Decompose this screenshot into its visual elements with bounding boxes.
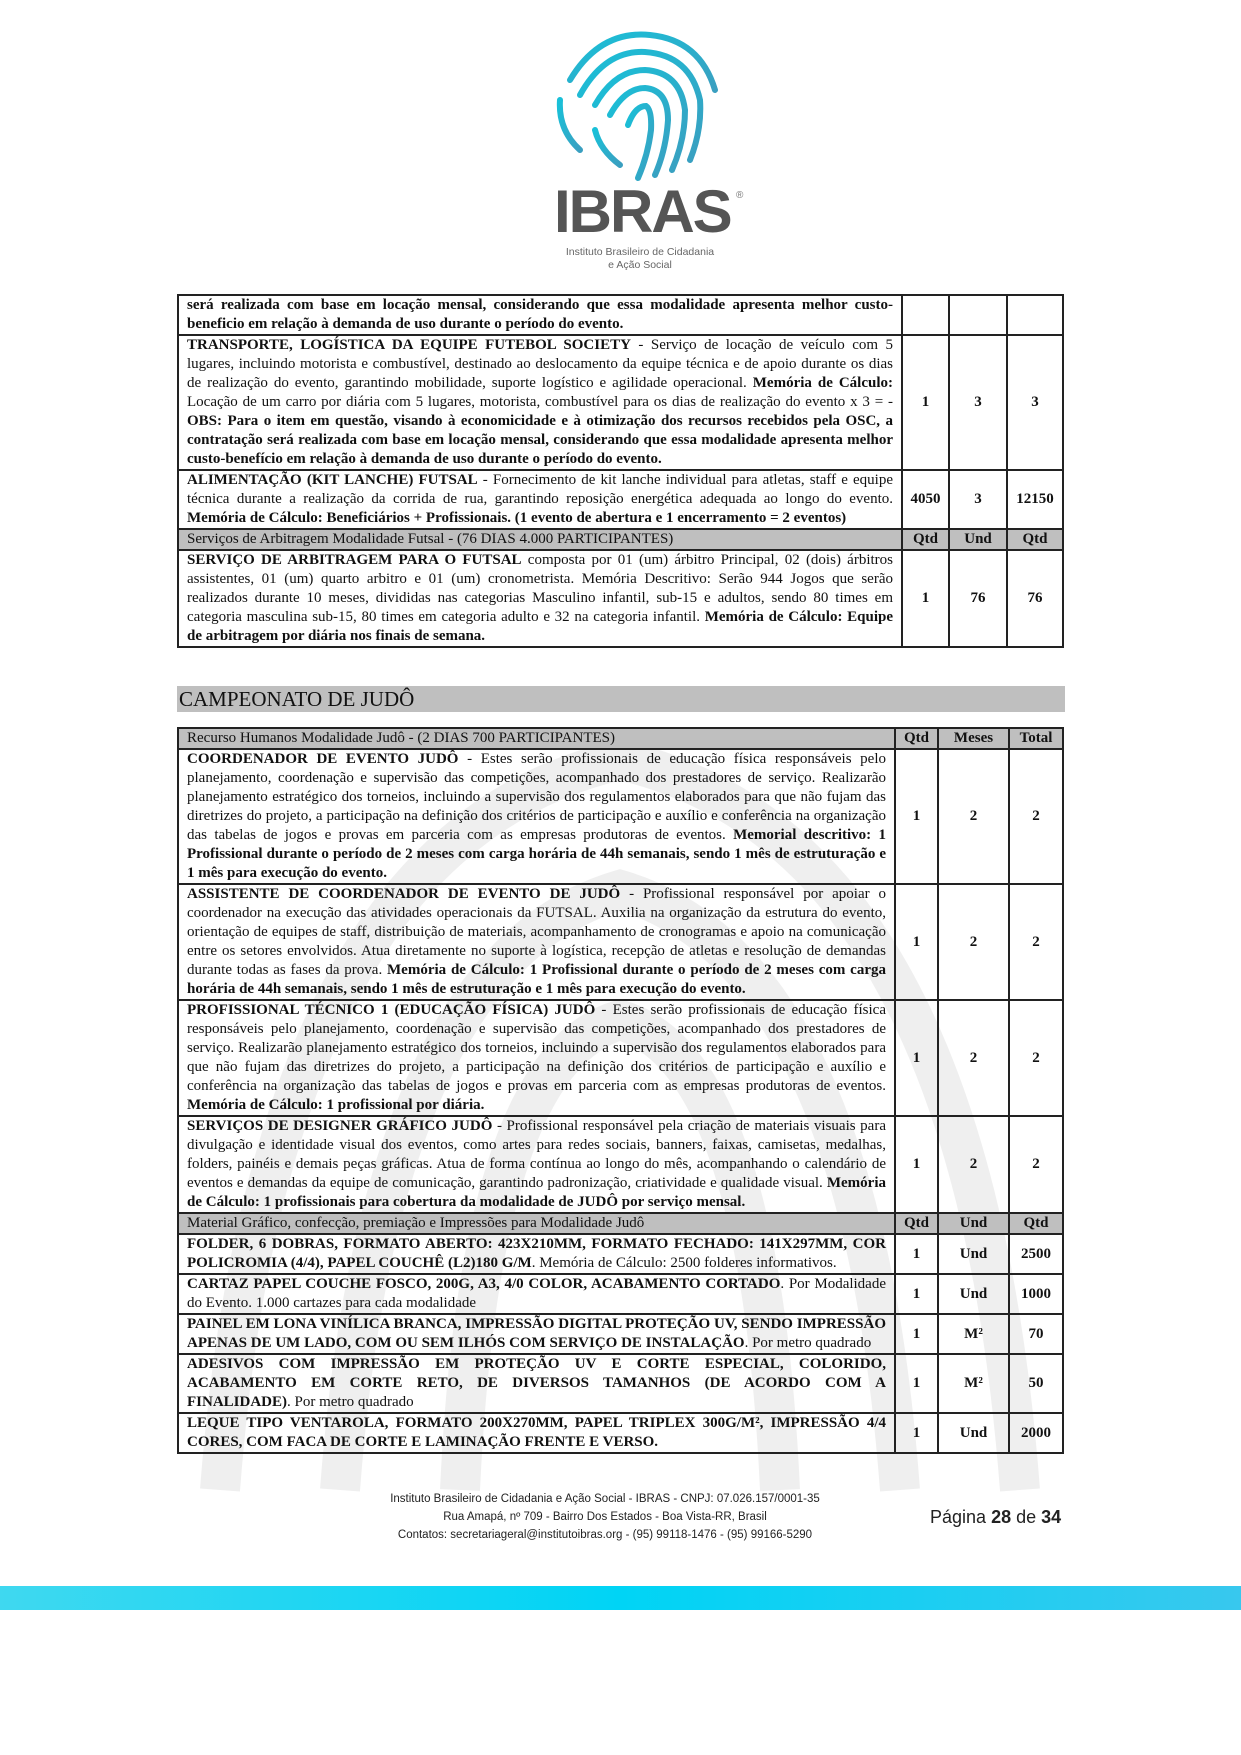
page-label: Página <box>930 1506 987 1527</box>
total-cell: 3 <box>1007 335 1063 470</box>
description-bold-text: Memória de Cálculo: Equipe de arbitragem por diária nos finais de semana. <box>187 609 894 644</box>
unit-cell: Und <box>938 1274 1009 1314</box>
quantity-cell: 1 <box>895 1314 938 1354</box>
quantity-cell: 1 <box>895 1413 938 1453</box>
unit-cell: 2 <box>938 749 1009 884</box>
item-description <box>178 295 902 335</box>
total-cell: 2 <box>1009 1116 1063 1213</box>
page-total: 34 <box>1041 1506 1062 1527</box>
total-cell: 12150 <box>1007 470 1063 529</box>
total-cell: 70 <box>1009 1314 1063 1354</box>
unit-cell: 2 <box>938 884 1009 1000</box>
description-bold-text: TRANSPORTE, LOGÍSTICA DA EQUIPE FUTEBOL SOCIETY <box>187 337 631 353</box>
footer-line-address: Rua Amapá, nº 709 - Bairro Dos Estados - Boa Vista-RR, Brasil <box>443 1511 767 1523</box>
table-row <box>178 1274 1063 1314</box>
unit-cell: Und <box>938 1413 1009 1453</box>
unit-cell: Und <box>938 1234 1009 1274</box>
description-bold-text: ALIMENTAÇÃO (KIT LANCHE) FUTSAL <box>187 472 478 488</box>
total-cell: 2 <box>1009 749 1063 884</box>
footer-line-org: Instituto Brasileiro de Cidadania e Ação Social - IBRAS - CNPJ: 07.026.157/0001-35 <box>390 1493 820 1505</box>
quantity-cell: Qtd <box>895 1213 938 1234</box>
item-description <box>178 550 902 647</box>
description-bold-text: CARTAZ PAPEL COUCHE FOSCO, 200G, A3, 4/0 COLOR, ACABAMENTO CORTADO <box>187 1276 781 1292</box>
table-row <box>178 1413 1063 1453</box>
description-text: . Por Modalidade do Evento. 1.000 cartazes para cada modalidade <box>187 1276 886 1311</box>
description-bold-text: PROFISSIONAL TÉCNICO 1 (EDUCAÇÃO FÍSICA) JUDÔ <box>187 1002 596 1018</box>
description-text: - Serviço de locação de veículo com 5 lugares, incluindo motorista e combustível, destinado ao deslocamento da equipe técnica e de apoio durante os dias de realização do evento, garantindo mobilidade, suporte logístico e agilidade operacional. <box>187 337 894 391</box>
total-cell: 2 <box>1009 1000 1063 1116</box>
description-bold-text: Memória de Cálculo: 1 profissionais para cobertura da modalidade de JUDÔ por serviço mensal. <box>187 1175 886 1210</box>
quantity-cell: 1 <box>895 1000 938 1116</box>
quantity-cell: 1 <box>895 749 938 884</box>
quantity-cell: 1 <box>902 550 949 647</box>
quantity-cell: 1 <box>902 335 949 470</box>
description-bold-text: Memória de Cálculo: <box>752 375 893 391</box>
description-bold-text: OBS: Para o item em questão, visando à economicidade e à otimização dos recursos recebidos pela OSC, a contratação será realizada com base em locação mensal, considerando que essa modalidade apresenta melhor custo-benefício em relação à demanda de uso durante o período do evento. <box>187 413 893 467</box>
description-text: . Memória de Cálculo: 2500 folderes informativos. <box>531 1255 837 1271</box>
page-current: 28 <box>991 1506 1012 1527</box>
judo-budget-table <box>177 727 1064 1454</box>
item-description <box>178 335 902 470</box>
unit-cell: M² <box>938 1354 1009 1413</box>
total-cell: Qtd <box>1007 529 1063 550</box>
unit-cell: Meses <box>938 728 1009 749</box>
footer-contact <box>370 1490 840 1544</box>
item-description <box>178 884 895 1000</box>
header-label: Recurso Humanos Modalidade Judô - (2 DIAS 700 PARTICIPANTES) <box>178 728 895 749</box>
unit-cell: 3 <box>949 335 1007 470</box>
quantity-cell: 1 <box>895 1354 938 1413</box>
table-row <box>178 470 1063 529</box>
page-of: de <box>1016 1506 1037 1527</box>
footer-accent-bar <box>0 1586 1241 1610</box>
total-cell: 1000 <box>1009 1274 1063 1314</box>
description-text: Locação de um carro por diária com 5 lugares, motorista, combustível para os dias de realização do evento x 3 = - <box>187 394 893 410</box>
futsal-budget-table <box>177 294 1064 648</box>
header-label: Material Gráfico, confecção, premiação e Impressões para Modalidade Judô <box>178 1213 895 1234</box>
item-description <box>178 1413 895 1453</box>
description-bold-text: PAINEL EM LONA VINÍLICA BRANCA, IMPRESSÃO DIGITAL PROTEÇÃO UV, SENDO IMPRESSÃO APENAS DE UM LADO, COM OU SEM ILHÓS COM SERVIÇO DE INSTALAÇÃO <box>187 1316 886 1351</box>
page-number <box>930 1507 1061 1528</box>
header-label: Serviços de Arbitragem Modalidade Futsal - (76 DIAS 4.000 PARTICIPANTES) <box>178 529 902 550</box>
table-row <box>178 1354 1063 1413</box>
description-bold-text: Memória de Cálculo: Beneficiários + Profissionais. (1 evento de abertura e 1 encerramento = 2 eventos) <box>187 510 847 526</box>
table-row <box>178 749 1063 884</box>
quantity-cell: 1 <box>895 1116 938 1213</box>
description-bold-text: ASSISTENTE DE COORDENADOR DE EVENTO DE JUDÔ <box>187 886 621 902</box>
registered-mark: ® <box>736 190 744 201</box>
unit-cell: Und <box>938 1213 1009 1234</box>
total-cell <box>1007 295 1063 335</box>
table-row <box>178 884 1063 1000</box>
description-text: - Estes serão profissionais de educação física responsáveis pelo planejamento, coordenação e supervisão das competições, acompanhado dos prestadores de serviço. Realizarão planejamento estratégico dos torneios, incluindo a supervisão dos regulamentos elaborados para que não fujam das diretrizes do projeto, a participação na definição dos critérios de participação e auxílio e conferência na organização das tabelas de jogos e provas em parceria com as empresas produtoras de eventos. <box>187 1002 886 1094</box>
total-cell: Qtd <box>1009 1213 1063 1234</box>
table-row <box>178 1000 1063 1116</box>
logo-subtitle-line1: Instituto Brasileiro de Cidadania <box>565 246 715 258</box>
description-text: composta por 01 (um) árbitro Principal, 02 (dois) árbitros assistentes, 01 (um) quarto arbitro e 01 (um) cronometrista. Memória Descritivo: Serão 944 Jogos que serão realizados durante 10 meses, divididas nas categorias Masculino infantil, sub-15 e adultos, sendo 80 times em categoria masculina sub-15, 80 times em categoria adulto e 32 na categoria infantil. <box>187 552 893 625</box>
quantity-cell: Qtd <box>895 728 938 749</box>
description-bold-text: COORDENADOR DE EVENTO JUDÔ <box>187 751 459 767</box>
table-header-row <box>178 728 1063 749</box>
quantity-cell: 4050 <box>902 470 949 529</box>
total-cell: Total <box>1009 728 1063 749</box>
total-cell: 50 <box>1009 1354 1063 1413</box>
description-text: . Por metro quadrado <box>287 1394 414 1410</box>
item-description <box>178 1314 895 1354</box>
footer-line-contacts: Contatos: secretariageral@institutoibras.org - (95) 99118-1476 - (95) 99166-5290 <box>397 1529 813 1541</box>
table-row <box>178 1116 1063 1213</box>
description-bold-text: SERVIÇO DE ARBITRAGEM PARA O FUTSAL <box>187 552 522 568</box>
quantity-cell: 1 <box>895 1274 938 1314</box>
table-row <box>178 1314 1063 1354</box>
unit-cell: 2 <box>938 1116 1009 1213</box>
description-bold-text: Memória de Cálculo: 1 Profissional durante o período de 2 meses com carga horária de 44h semanais, sendo 1 mês de estruturação e 1 mês para execução do evento. <box>187 962 886 997</box>
item-description <box>178 470 902 529</box>
unit-cell: 76 <box>949 550 1007 647</box>
total-cell: 76 <box>1007 550 1063 647</box>
table-row <box>178 1234 1063 1274</box>
description-bold-text: FOLDER, 6 DOBRAS, FORMATO ABERTO: 423X210MM, FORMATO FECHADO: 141X297MM, COR POLICROMIA (4/4), PAPEL COUCHÊ (L2)180 G/M <box>187 1236 886 1271</box>
quantity-cell: 1 <box>895 884 938 1000</box>
unit-cell: Und <box>949 529 1007 550</box>
description-text: - Fornecimento de kit lanche individual para atletas, staff e equipe técnica durante a realização da corrida de rua, garantindo reposição energética adequada ao longo do evento. <box>187 472 893 507</box>
page-content <box>177 0 1065 1610</box>
page-footer <box>370 1490 1070 1544</box>
unit-cell: 3 <box>949 470 1007 529</box>
logo-wordmark: IBRAS <box>554 178 731 245</box>
table-header-row <box>178 1213 1063 1234</box>
description-bold-text: será realizada com base em locação mensal, considerando que essa modalidade apresenta melhor custo-beneficio em relação à demanda de uso durante o período do evento. <box>187 297 893 332</box>
description-text: - Estes serão profissionais de educação física responsáveis pelo planejamento, coordenação e supervisão das competições, acompanhado dos prestadores de serviço. Realizarão planejamento estratégico dos torneios, incluindo a supervisão dos regulamentos elaborados para que não fujam das diretrizes do projeto, a participação na definição dos critérios de participação e auxílio e conferência na organização das tabelas de jogos e provas em parceria com as empresas produtoras de eventos. <box>187 751 886 843</box>
total-cell: 2000 <box>1009 1413 1063 1453</box>
item-description <box>178 1274 895 1314</box>
logo-subtitle-line2: e Ação Social <box>608 259 672 271</box>
table-row <box>178 335 1063 470</box>
description-text: - Profissional responsável por apoiar o coordenador na execução das atividades operacionais da FUTSAL. Auxilia na organização da estrutura do evento, orientação de equipes de staff, distribuição de materiais, acompanhamento de cronogramas e apoio na comunicação entre os setores envolvidos. Atua diretamente no suporte à logística, recepção de atletas e resolução de demandas durante todas as fases da prova. <box>187 886 886 978</box>
item-description <box>178 1234 895 1274</box>
quantity-cell: Qtd <box>902 529 949 550</box>
quantity-cell <box>902 295 949 335</box>
table-header-row <box>178 529 1063 550</box>
item-description <box>178 1000 895 1116</box>
description-bold-text: ADESIVOS COM IMPRESSÃO EM PROTEÇÃO UV E CORTE ESPECIAL, COLORIDO, ACABAMENTO EM CORTE RETO, DE DIVERSOS TAMANHOS (DE ACORDO COM A FINALIDADE) <box>187 1356 886 1410</box>
description-text: . Por metro quadrado <box>744 1335 872 1351</box>
total-cell: 2500 <box>1009 1234 1063 1274</box>
description-bold-text: Memória de Cálculo: 1 profissional por diária. <box>187 1097 485 1113</box>
unit-cell: M² <box>938 1314 1009 1354</box>
description-bold-text: SERVIÇOS DE DESIGNER GRÁFICO JUDÔ <box>187 1118 493 1134</box>
item-description <box>178 749 895 884</box>
description-bold-text: Memorial descritivo: 1 Profissional durante o período de 2 meses com carga horária de 44h semanais, sendo 1 mês de estruturação e 1 mês para execução do evento. <box>187 827 887 881</box>
unit-cell <box>949 295 1007 335</box>
item-description <box>178 1354 895 1413</box>
table-row <box>178 295 1063 335</box>
description-bold-text: LEQUE TIPO VENTAROLA, FORMATO 200X270MM, PAPEL TRIPLEX 300G/M², IMPRESSÃO 4/4 CORES, COM FACA DE CORTE E LAMINAÇÃO FRENTE E VERSO. <box>187 1415 886 1450</box>
total-cell: 2 <box>1009 884 1063 1000</box>
description-text: - Profissional responsável pela criação de materiais visuais para divulgação e identidade visual dos eventos, como artes para redes sociais, banners, faixas, camisetas, medalhas, folders, painéis e demais peças gráficas. Atua de forma contínua ao longo do mês, acompanhando o calendário de eventos e demandas da equipe de comunicação, garantindo padronização, criatividade e qualidade visual. <box>187 1118 886 1191</box>
quantity-cell: 1 <box>895 1234 938 1274</box>
unit-cell: 2 <box>938 1000 1009 1116</box>
section-title: CAMPEONATO DE JUDÔ <box>177 686 1065 712</box>
item-description <box>178 1116 895 1213</box>
table-row <box>178 550 1063 647</box>
